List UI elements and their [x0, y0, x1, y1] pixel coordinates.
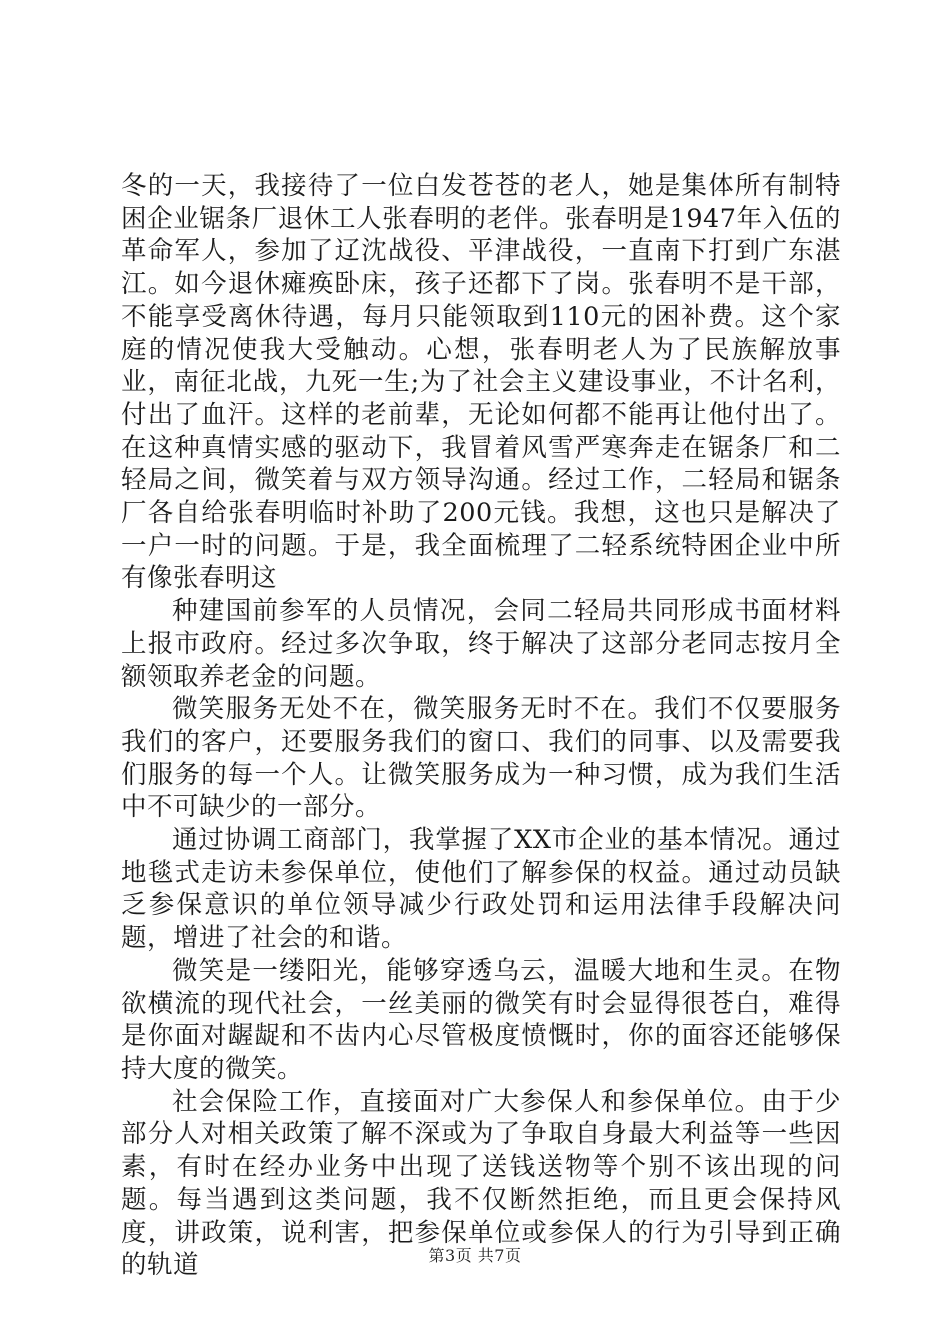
document-body: [121, 170, 841, 1282]
paragraph-1: 冬的一天，我接待了一位白发苍苍的老人，她是集体所有制特困企业锯条厂退休工人张春明的老伴。张春明是1947年入伍的革命军人，参加了辽沈战役、平津战役，一直南下打到广东湛江。如今退休瘫痪卧床，孩子还都下了岗。张春明不是干部，不能享受离休待遇，每月只能领取到110元的困补费。这个家庭的情况使我大受触动。心想，张春明老人为了民族解放事业，南征北战，九死一生;为了社会主义建设事业，不计名利，付出了血汗。这样的老前辈，无论如何都不能再让他付出了。在这种真情实感的驱动下，我冒着风雪严寒奔走在锯条厂和二轻局之间，微笑着与双方领导沟通。经过工作，二轻局和锯条厂各自给张春明临时补助了200元钱。我想，这也只是解决了一户一时的问题。于是，我全面梳理了二轻系统特困企业中所有像张春明这: [121, 171, 841, 594]
paragraph-4: 通过协调工商部门，我掌握了XX市企业的基本情况。通过地毯式走访未参保单位，使他们了解参保的权益。通过动员缺乏参保意识的单位领导减少行政处罚和运用法律手段解决问题，增进了社会的和谐。: [121, 825, 841, 954]
paragraph-5: 微笑是一缕阳光，能够穿透乌云，温暖大地和生灵。在物欲横流的现代社会，一丝美丽的微笑有时会显得很苍白，难得是你面对龌龊和不齿内心尽管极度愤慨时，你的面容还能够保持大度的微笑。: [121, 955, 841, 1084]
paragraph-6: 社会保险工作，直接面对广大参保人和参保单位。由于少部分人对相关政策了解不深或为了争取自身最大利益等一些因素，有时在经办业务中出现了送钱送物等个别不该出现的问题。每当遇到这类问题，我不仅断然拒绝，而且更会保持风度，讲政策，说利害，把参保单位或参保人的行为引导到正确的轨道: [121, 1086, 841, 1281]
page-footer: 第3页 共7页: [428, 1246, 522, 1265]
paragraph-2: 种建国前参军的人员情况，会同二轻局共同形成书面材料上报市政府。经过多次争取，终于解决了这部分老同志按月全额领取养老金的问题。: [121, 596, 841, 692]
paragraph-3: 微笑服务无处不在，微笑服务无时不在。我们不仅要服务我们的客户，还要服务我们的窗口、我们的同事、以及需要我们服务的每一个人。让微笑服务成为一种习惯，成为我们生活中不可缺少的一部分。: [121, 694, 841, 823]
